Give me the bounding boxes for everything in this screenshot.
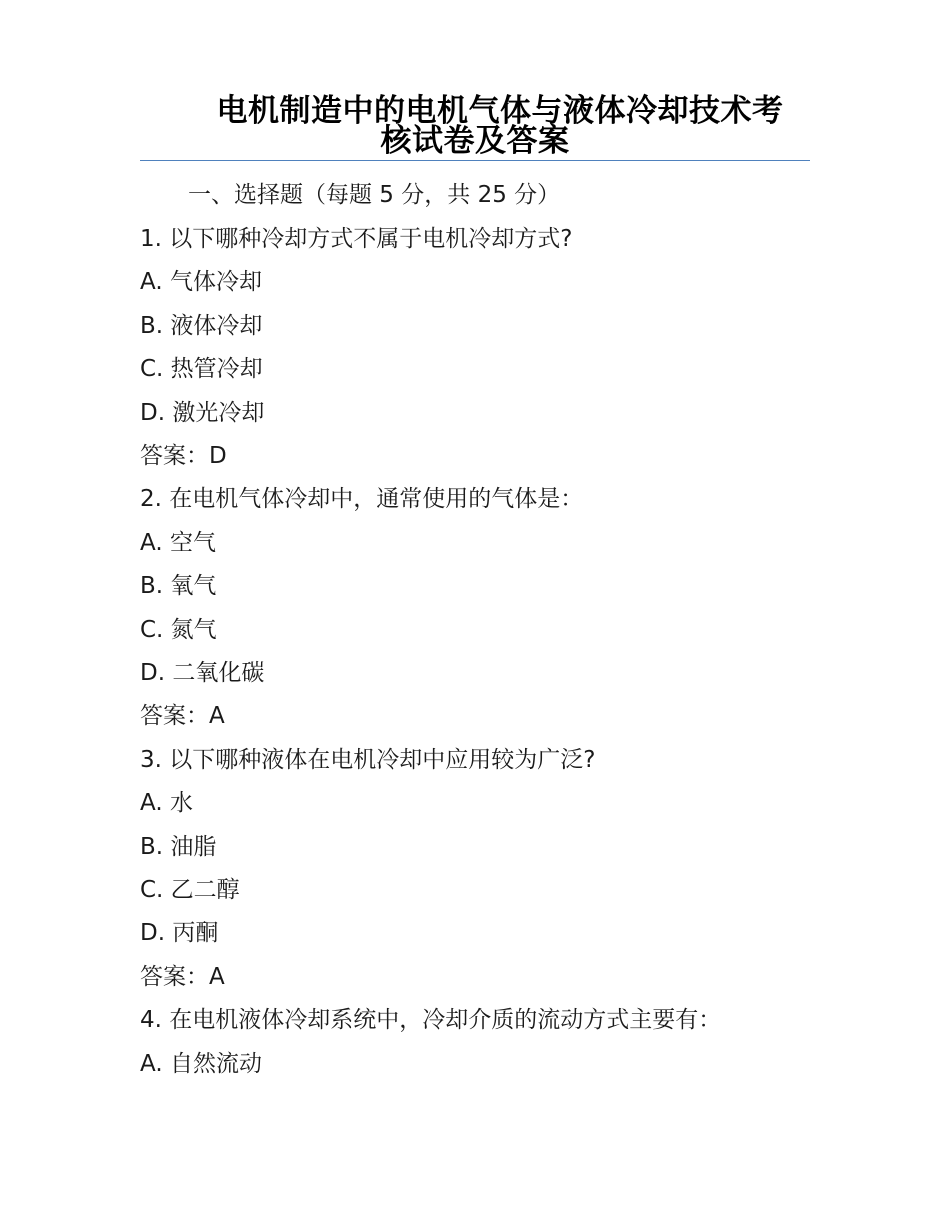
question-3-option-a: A. 水 — [140, 790, 193, 816]
question-2-option-d: D. 二氧化碳 — [140, 660, 265, 686]
question-1-option-a: A. 气体冷却 — [140, 269, 262, 295]
question-3: 3. 以下哪种液体在电机冷却中应用较为广泛? — [140, 747, 596, 773]
question-3-answer: 答案：A — [140, 964, 225, 990]
question-3-option-b: B. 油脂 — [140, 834, 217, 860]
question-1-option-b: B. 液体冷却 — [140, 313, 263, 339]
title-line-2: 核试卷及答案 — [380, 123, 570, 159]
question-3-option-d: D. 丙酮 — [140, 920, 219, 946]
question-4: 4. 在电机液体冷却系统中，冷却介质的流动方式主要有： — [140, 1007, 722, 1033]
question-3-option-c: C. 乙二醇 — [140, 877, 240, 903]
question-4-option-a: A. 自然流动 — [140, 1051, 262, 1077]
title-underline — [140, 160, 810, 161]
question-1-answer: 答案：D — [140, 443, 227, 469]
title-line-1: 电机制造中的电机气体与液体冷却技术考 — [216, 93, 784, 129]
question-2-answer: 答案：A — [140, 703, 225, 729]
section-heading: 一、选择题（每题 5 分，共 25 分） — [188, 182, 561, 208]
document-title — [140, 93, 810, 159]
question-2-option-b: B. 氧气 — [140, 573, 217, 599]
question-2-option-c: C. 氮气 — [140, 617, 217, 643]
question-2-option-a: A. 空气 — [140, 530, 216, 556]
question-1: 1. 以下哪种冷却方式不属于电机冷却方式? — [140, 226, 573, 252]
question-1-option-c: C. 热管冷却 — [140, 356, 263, 382]
question-1-option-d: D. 激光冷却 — [140, 400, 265, 426]
question-2: 2. 在电机气体冷却中，通常使用的气体是： — [140, 486, 584, 512]
